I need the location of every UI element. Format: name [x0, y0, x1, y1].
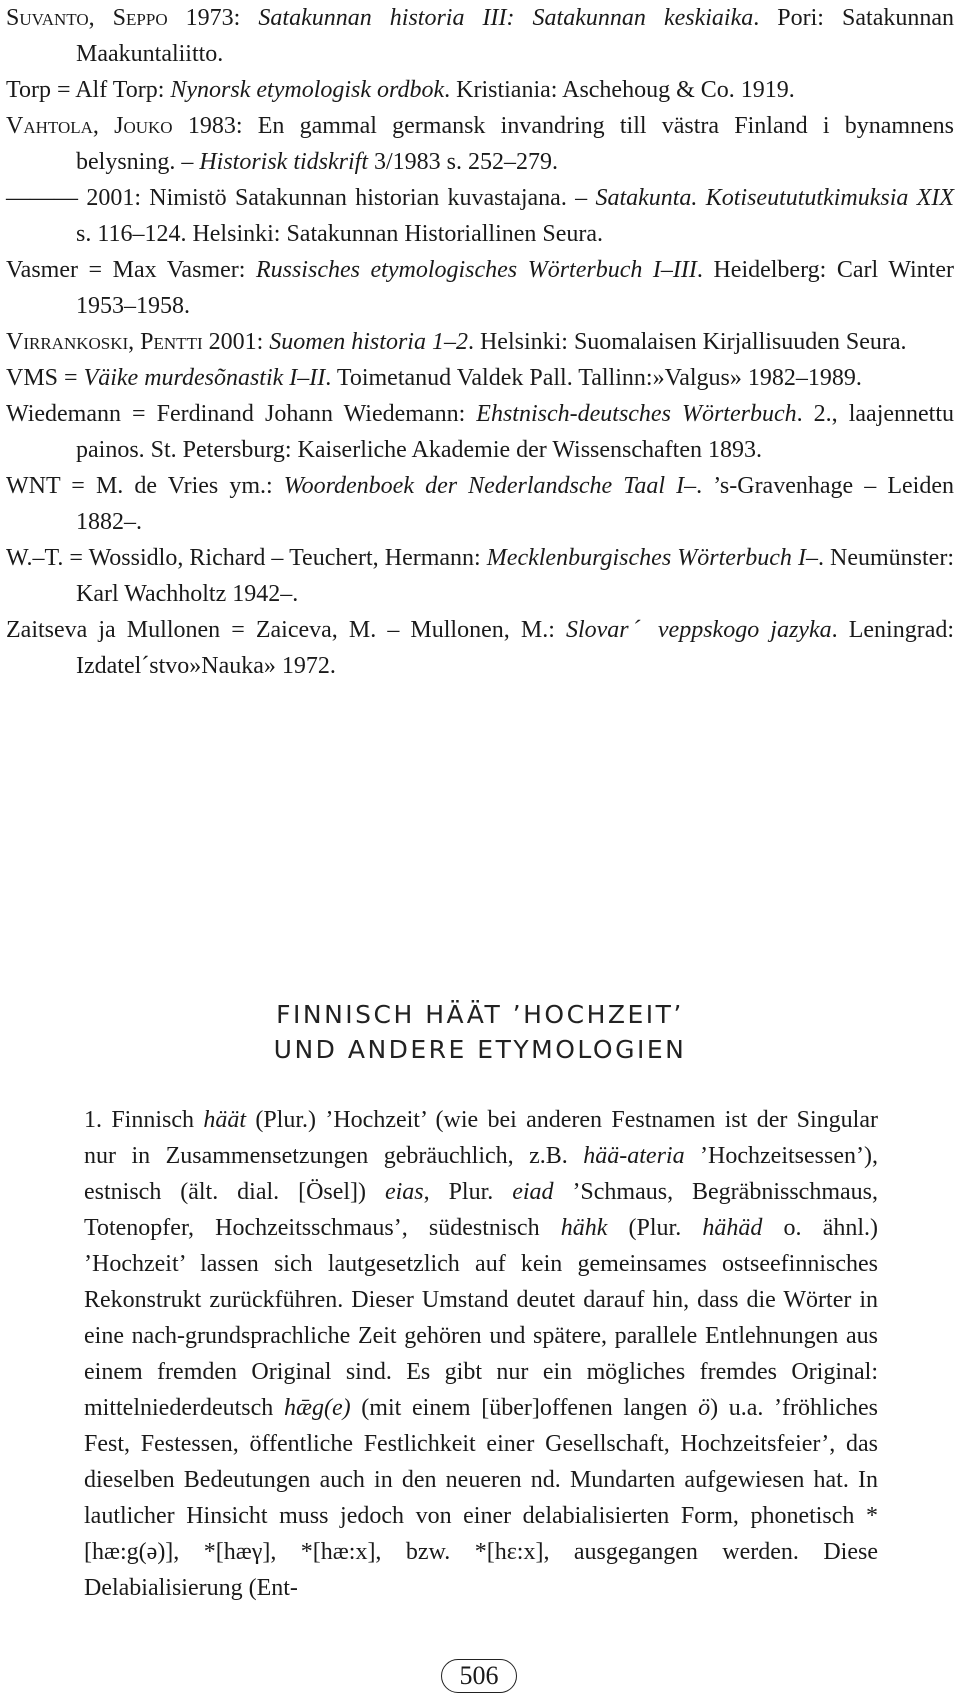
entry-title: Ehstnisch-deutsches Wörterbuch [476, 401, 797, 427]
paragraph-term: eias [384, 1179, 424, 1205]
entry-publication: 3/1983 s. 252–279. [368, 149, 559, 175]
paragraph-term: hähäd [702, 1215, 763, 1241]
article-body-paragraph [84, 1102, 878, 1606]
bibliography-entry [6, 0, 954, 72]
entry-publication: . Leningrad: Izdatelˊstvo»Nauka» 1972. [76, 617, 955, 679]
paragraph-term: ö [698, 1395, 711, 1421]
bibliography-entry [6, 612, 954, 684]
entry-publication: . ’s-Gravenhage – Leiden 1882–. [76, 473, 954, 535]
entry-publication: s. 116–124. Helsinki: Satakunnan Historiallinen Seura. [76, 221, 604, 247]
entry-year: 2001: [86, 185, 141, 211]
entry-author: Suvanto, Seppo [6, 5, 168, 31]
paragraph-term: häät [203, 1107, 247, 1133]
bibliography-entry [6, 468, 954, 540]
entry-title: Satakunnan historia III: Satakunnan keskiaika [258, 5, 754, 31]
entry-prefix: VMS = [6, 365, 84, 391]
paragraph-segment: , Plur. [423, 1179, 513, 1205]
entry-title: Suomen historia 1–2 [269, 329, 468, 355]
paragraph-segment: ’Hochzeitsessen’), estnisch (ält. dial. [Ösel]) [84, 1143, 878, 1205]
entry-publication: . Heidelberg: Carl Winter 1953–1958. [76, 257, 954, 319]
paragraph-term: hää-ateria [583, 1143, 685, 1169]
entry-author: Virrankoski, Pentti [6, 329, 203, 355]
entry-prefix: WNT = M. de Vries ym.: [6, 473, 284, 499]
bibliography-entry [6, 540, 954, 612]
entry-prefix: Zaitseva ja Mullonen = Zaiceva, M. – Mullonen, M.: [6, 617, 566, 643]
entry-publication: . Neumünster: Karl Wachholtz 1942–. [76, 545, 954, 607]
entry-title: Mecklenburgisches Wörterbuch I– [486, 545, 818, 571]
paragraph-term: hǣg(e) [283, 1395, 351, 1421]
entry-dash: ——— [6, 185, 78, 211]
entry-prefix: W.–T. = Wossidlo, Richard – Teuchert, Hermann: [6, 545, 487, 571]
entry-publication: . Helsinki: Suomalaisen Kirjallisuuden Seura. [467, 329, 907, 355]
entry-title: Satakunta. Kotiseutututkimuksia XIX [595, 185, 955, 211]
entry-title: Nynorsk etymologisk ordbok [170, 77, 445, 103]
paragraph-segment: 1. Finnisch [84, 1107, 204, 1133]
paragraph-segment: (Plur. [607, 1215, 703, 1241]
entry-article: En gammal germansk invandring till västra Finland i bynamnens belysning. – [76, 113, 955, 175]
bibliography-entry [6, 108, 954, 180]
entry-title: Woordenboek der Nederlandsche Taal I– [283, 473, 697, 499]
paragraph-term: hähk [560, 1215, 608, 1241]
entry-title: Russisches etymologisches Wörterbuch I–III [255, 257, 697, 283]
article-heading-line-1: FINNISCH HÄÄT ’HOCHZEIT’ [276, 1000, 684, 1029]
bibliography-entry [6, 252, 954, 324]
entry-publication: . Toimetanud Valdek Pall. Tallinn:»Valgus» 1982–1989. [325, 365, 862, 391]
paragraph-segment: o. ähnl.) ’Hochzeit’ lassen sich lautgesetzlich auf kein gemeinsames ostseefinnisches Rekonstrukt zurückführen. Dieser Umstand deutet darauf hin, dass die Wörter in eine nach-grundsprachliche Zeit gehören und spätere, parallele Entlehnungen aus einem fremden Original sind. Es gibt nur ein mögliches fremdes Original: mittelniederdeutsch [84, 1215, 878, 1421]
entry-title: Historisk tidskrift [199, 149, 369, 175]
bibliography-entry [6, 324, 954, 360]
entry-prefix: Torp = Alf Torp: [6, 77, 171, 103]
bibliography-list [6, 0, 954, 684]
entry-prefix: Wiedemann = Ferdinand Johann Wiedemann: [6, 401, 477, 427]
bibliography-entry [6, 180, 954, 252]
entry-title: Slovarˊ veppskogo jazyka [565, 617, 832, 643]
entry-article: Nimistö Satakunnan historian kuvastajana. – [149, 185, 596, 211]
bibliography-entry [6, 360, 954, 396]
entry-title: Väike murdesõnastik I–II [83, 365, 326, 391]
entry-prefix: Vasmer = Max Vasmer: [6, 257, 256, 283]
paragraph-term: eiad [512, 1179, 554, 1205]
entry-year: 1983: [187, 113, 243, 139]
entry-publication: . Pori: Satakunnan Maakuntaliitto. [76, 5, 955, 67]
entry-author: Vahtola, Jouko [6, 113, 173, 139]
entry-year: 1973: [185, 5, 241, 31]
bibliography-entry [6, 72, 954, 108]
page-number: 506 [441, 1659, 517, 1693]
entry-publication: . 2., laajennettu painos. St. Petersburg: Kaiserliche Akademie der Wissenschaften 1893. [76, 401, 955, 463]
paragraph-segment: ) u.a. ’fröhliches Fest, Festessen, öffentliche Festlichkeit einer Gesellschaft, Hochzeitsfeier’, das dieselben Bedeutungen auch in den neueren nd. Mundarten aufgewiesen hat. In lautlicher Hinsicht muss jedoch von einer delabialisierten Form, phonetisch *[hæ:g(ə)], *[hæγ], *[hæ:x], bzw. *[hɛ:x], ausgegangen werden. Diese Delabialisierung (Ent- [84, 1395, 879, 1601]
paragraph-segment: (Plur.) ’Hochzeit’ (wie bei anderen Festnamen ist der Singular nur in Zusammensetzungen gebräuchlich, z.B. [84, 1107, 878, 1169]
article-heading-line-2: UND ANDERE ETYMOLOGIEN [273, 1035, 687, 1064]
entry-year: 2001: [208, 329, 264, 355]
paragraph-segment: ’Schmaus, Begräbnisschmaus, Totenopfer, Hochzeitsschmaus’, südestnisch [84, 1179, 878, 1241]
bibliography-entry [6, 396, 954, 468]
paragraph-segment: (mit einem [über]offenen langen [350, 1395, 699, 1421]
entry-publication: . Kristiania: Aschehoug & Co. 1919. [444, 77, 795, 103]
